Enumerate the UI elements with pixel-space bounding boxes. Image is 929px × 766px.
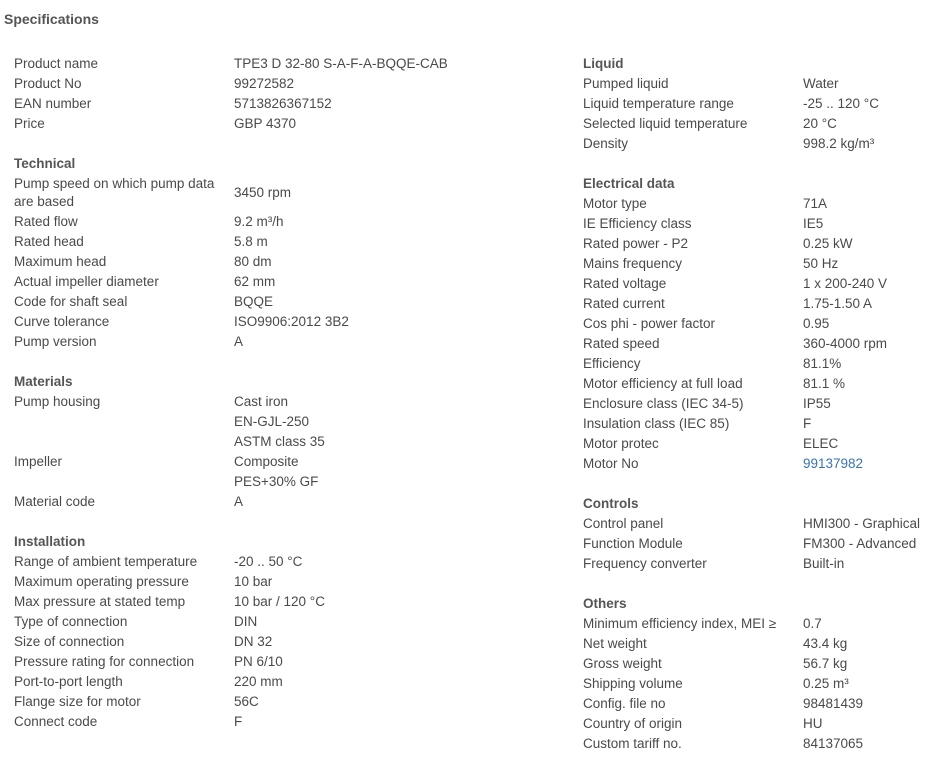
- spec-label: Motor No: [583, 456, 639, 471]
- section-technical: [14, 154, 454, 352]
- spec-value: Composite: [234, 454, 299, 469]
- spec-label: Maximum operating pressure: [14, 574, 189, 589]
- section-others: [583, 594, 923, 754]
- section-installation: [14, 532, 454, 732]
- spec-value: FM300 - Advanced: [803, 536, 917, 551]
- spec-value: 43.4 kg: [803, 636, 848, 651]
- spec-row: [14, 252, 454, 272]
- spec-value: 1 x 200-240 V: [803, 276, 888, 291]
- spec-row: [583, 554, 923, 574]
- spec-value: 0.95: [803, 316, 830, 331]
- spec-row: [14, 312, 454, 332]
- spec-value: TPE3 D 32-80 S-A-F-A-BQQE-CAB: [234, 56, 448, 71]
- spec-row: [583, 114, 923, 134]
- spec-label: EAN number: [14, 96, 92, 111]
- spec-row: [583, 374, 923, 394]
- spec-label: Size of connection: [14, 634, 125, 649]
- spec-label: IE Efficiency class: [583, 216, 692, 231]
- spec-label: Efficiency: [583, 356, 641, 371]
- spec-value: DN 32: [234, 634, 273, 649]
- spec-row: [583, 414, 923, 434]
- spec-row: [583, 94, 923, 114]
- spec-value: 98481439: [803, 696, 864, 711]
- spec-label: Minimum efficiency index, MEI ≥: [583, 616, 777, 631]
- section-title: Others: [583, 596, 627, 611]
- spec-row: [14, 54, 454, 74]
- spec-row: [14, 332, 454, 352]
- spec-label: Connect code: [14, 714, 98, 729]
- spec-value: 80 dm: [234, 254, 272, 269]
- page-title: Specifications: [4, 11, 99, 27]
- spec-label: Custom tariff no.: [583, 736, 682, 751]
- spec-row: [583, 714, 923, 734]
- spec-value: 20 °C: [803, 116, 837, 131]
- spec-value: 0.25 kW: [803, 236, 853, 251]
- spec-label: Rated head: [14, 234, 84, 249]
- spec-row: [14, 94, 454, 114]
- spec-row: [14, 692, 454, 712]
- spec-value: 3450 rpm: [234, 185, 292, 200]
- spec-label: Actual impeller diameter: [14, 274, 159, 289]
- spec-label: Pump speed on which pump data are based: [14, 176, 215, 209]
- spec-value: GBP 4370: [234, 116, 297, 131]
- spec-row: [14, 412, 454, 432]
- spec-label: Gross weight: [583, 656, 662, 671]
- spec-value: 71A: [803, 196, 828, 211]
- spec-value-link[interactable]: 99137982: [803, 456, 864, 471]
- section-title: Electrical data: [583, 176, 675, 191]
- spec-value: 56.7 kg: [803, 656, 848, 671]
- spec-label: Curve tolerance: [14, 314, 110, 329]
- section-liquid: [583, 54, 923, 154]
- spec-value: IP55: [803, 396, 831, 411]
- spec-row: [583, 214, 923, 234]
- spec-label: Pressure rating for connection: [14, 654, 195, 669]
- spec-row: [583, 314, 923, 334]
- spec-value: EN-GJL-250: [234, 414, 310, 429]
- spec-value: A: [234, 494, 244, 509]
- spec-label: Shipping volume: [583, 676, 683, 691]
- spec-value: 0.7: [803, 616, 822, 631]
- section-controls: [583, 494, 923, 574]
- spec-label: Code for shaft seal: [14, 294, 128, 309]
- spec-label: Frequency converter: [583, 556, 707, 571]
- spec-label: Motor protec: [583, 436, 659, 451]
- spec-label: Insulation class (IEC 85): [583, 416, 730, 431]
- spec-label: Motor type: [583, 196, 647, 211]
- spec-label: Rated speed: [583, 336, 660, 351]
- section-general: [14, 54, 454, 134]
- spec-value: 81.1%: [803, 356, 842, 371]
- spec-row: [14, 452, 454, 472]
- spec-value: 62 mm: [234, 274, 276, 289]
- spec-label: Port-to-port length: [14, 674, 123, 689]
- spec-value: BQQE: [234, 294, 274, 309]
- spec-row: [14, 652, 454, 672]
- spec-value: 10 bar / 120 °C: [234, 594, 325, 609]
- spec-value: 81.1 %: [803, 376, 846, 391]
- section-materials: [14, 372, 454, 512]
- spec-value: 0.25 m³: [803, 676, 849, 691]
- spec-row: [583, 394, 923, 414]
- spec-label: Material code: [14, 494, 96, 509]
- spec-label: Type of connection: [14, 614, 128, 629]
- spec-label: Enclosure class (IEC 34-5): [583, 396, 744, 411]
- spec-label: Max pressure at stated temp: [14, 594, 186, 609]
- spec-label: Product name: [14, 56, 99, 71]
- spec-value: HMI300 - Graphical: [803, 516, 921, 531]
- spec-row: [583, 674, 923, 694]
- spec-label: Range of ambient temperature: [14, 554, 198, 569]
- spec-row: [14, 212, 454, 232]
- spec-row: [583, 514, 923, 534]
- spec-row: [14, 712, 454, 732]
- spec-label: Rated power - P2: [583, 236, 689, 251]
- spec-label: Country of origin: [583, 716, 683, 731]
- spec-label: Density: [583, 136, 629, 151]
- spec-value: 10 bar: [234, 574, 273, 589]
- spec-value: -25 .. 120 °C: [803, 96, 879, 111]
- spec-value: -20 .. 50 °C: [234, 554, 303, 569]
- spec-value: DIN: [234, 614, 258, 629]
- spec-row: [583, 734, 923, 754]
- spec-row: [583, 134, 923, 154]
- spec-row: [583, 614, 923, 634]
- spec-row: [14, 632, 454, 652]
- spec-value: 360-4000 rpm: [803, 336, 888, 351]
- spec-row: [14, 392, 454, 412]
- spec-row: [14, 432, 454, 452]
- spec-value: F: [234, 714, 243, 729]
- spec-value: PN 6/10: [234, 654, 283, 669]
- spec-value: A: [234, 334, 244, 349]
- spec-row: [583, 274, 923, 294]
- section-title: Controls: [583, 496, 639, 511]
- spec-row: [14, 174, 454, 212]
- spec-label: Flange size for motor: [14, 694, 141, 709]
- spec-value: HU: [803, 716, 823, 731]
- spec-value: 50 Hz: [803, 256, 839, 271]
- spec-row: [14, 572, 454, 592]
- spec-label: Motor efficiency at full load: [583, 376, 743, 391]
- spec-label: Price: [14, 116, 45, 131]
- spec-label: Product No: [14, 76, 82, 91]
- spec-row: [14, 292, 454, 312]
- spec-label: Pump version: [14, 334, 97, 349]
- spec-value: 84137065: [803, 736, 864, 751]
- spec-value: ASTM class 35: [234, 434, 325, 449]
- spec-label: Mains frequency: [583, 256, 683, 271]
- spec-label: Control panel: [583, 516, 664, 531]
- spec-value: 220 mm: [234, 674, 283, 689]
- spec-row: [583, 654, 923, 674]
- spec-row: [14, 272, 454, 292]
- spec-value: Built-in: [803, 556, 845, 571]
- spec-row: [14, 552, 454, 572]
- section-title: Installation: [14, 534, 86, 549]
- spec-row: [583, 234, 923, 254]
- spec-row: [583, 294, 923, 314]
- spec-value: IE5: [803, 216, 824, 231]
- spec-label: Pump housing: [14, 394, 101, 409]
- spec-row: [583, 354, 923, 374]
- spec-value: 5.8 m: [234, 234, 268, 249]
- spec-value: 5713826367152: [234, 96, 332, 111]
- spec-value: Cast iron: [234, 394, 289, 409]
- spec-label: Function Module: [583, 536, 683, 551]
- spec-row: [583, 434, 923, 454]
- spec-label: Rated flow: [14, 214, 78, 229]
- spec-value: 9.2 m³/h: [234, 214, 284, 229]
- spec-value: 998.2 kg/m³: [803, 136, 875, 151]
- spec-row: [583, 254, 923, 274]
- right-column: [583, 54, 923, 754]
- spec-label: Impeller: [14, 454, 63, 469]
- spec-row: [14, 612, 454, 632]
- spec-label: Maximum head: [14, 254, 107, 269]
- spec-value: ISO9906:2012 3B2: [234, 314, 349, 329]
- spec-row: [14, 74, 454, 94]
- spec-label: Rated voltage: [583, 276, 667, 291]
- spec-row: [14, 672, 454, 692]
- spec-value: 1.75-1.50 A: [803, 296, 873, 311]
- spec-row: [583, 534, 923, 554]
- spec-row: [583, 454, 923, 474]
- spec-label: Cos phi - power factor: [583, 316, 716, 331]
- spec-value: 56C: [234, 694, 259, 709]
- spec-row: [14, 472, 454, 492]
- spec-row: [583, 74, 923, 94]
- spec-row: [583, 634, 923, 654]
- spec-row: [14, 114, 454, 134]
- spec-row: [583, 694, 923, 714]
- section-title: Materials: [14, 374, 73, 389]
- left-column: [14, 54, 454, 732]
- spec-row: [583, 334, 923, 354]
- spec-label: Rated current: [583, 296, 665, 311]
- section-electrical-data: [583, 174, 923, 474]
- spec-value: Water: [803, 76, 839, 91]
- section-title: Liquid: [583, 56, 624, 71]
- spec-label: Liquid temperature range: [583, 96, 734, 111]
- spec-value: 99272582: [234, 76, 295, 91]
- spec-label: Config. file no: [583, 696, 666, 711]
- spec-row: [583, 194, 923, 214]
- spec-value: F: [803, 416, 812, 431]
- spec-value: PES+30% GF: [234, 474, 319, 489]
- spec-label: Pumped liquid: [583, 76, 669, 91]
- spec-label: Net weight: [583, 636, 647, 651]
- spec-row: [14, 492, 454, 512]
- spec-label: Selected liquid temperature: [583, 116, 748, 131]
- section-title: Technical: [14, 156, 76, 171]
- spec-row: [14, 592, 454, 612]
- spec-value: ELEC: [803, 436, 839, 451]
- spec-row: [14, 232, 454, 252]
